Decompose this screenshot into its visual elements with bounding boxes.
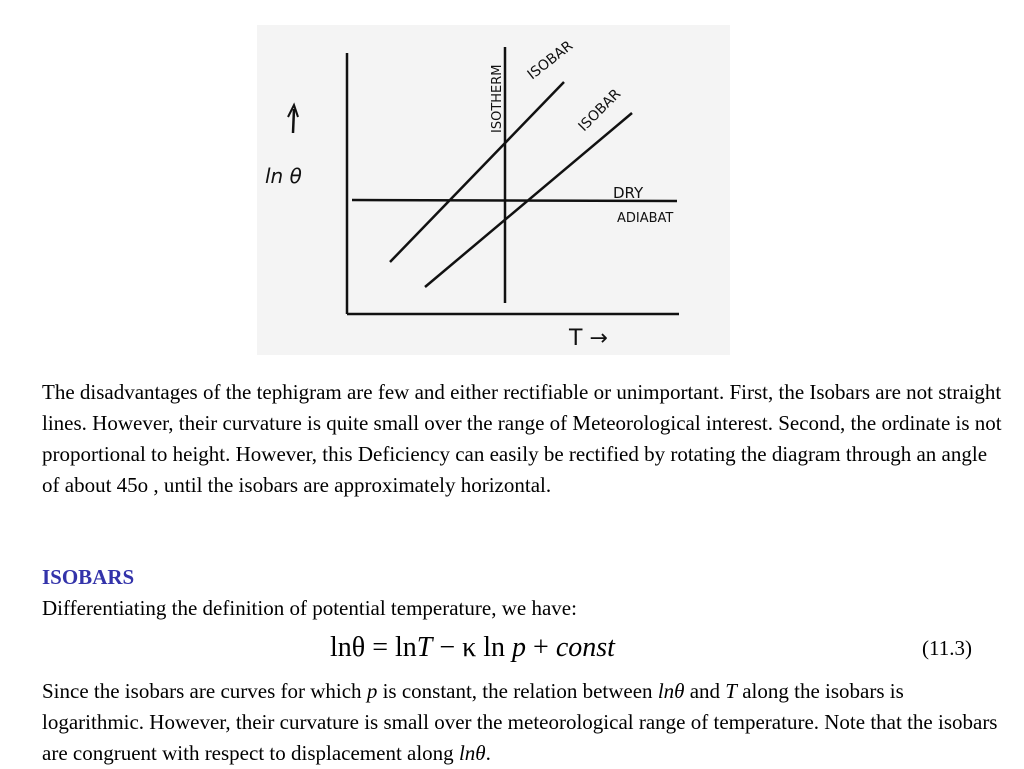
equation-11-3 [330, 630, 615, 666]
y-arrow-shaft [293, 109, 294, 133]
equation-const: const [555, 632, 615, 663]
p3-p: p [366, 679, 378, 703]
paragraph-isobars-curves [42, 676, 1002, 769]
p3-part3: and [684, 679, 726, 703]
isobar-upper-line [390, 82, 564, 262]
dry-adiabat-label-line2: ADIABAT [617, 211, 674, 226]
tephigram-svg [257, 25, 730, 355]
equation-number: (11.3) [922, 636, 972, 660]
x-axis-label: T → [569, 326, 608, 351]
isobar-upper-label: ISOBAR [524, 37, 577, 84]
section-heading-isobars: ISOBARS [42, 565, 135, 589]
tephigram-sketch [257, 25, 730, 355]
equation-p: p [512, 632, 527, 663]
p3-T: T [725, 679, 737, 703]
dry-adiabat-label-line1: DRY [613, 184, 644, 202]
y-axis-label: ln θ [265, 164, 302, 188]
p3-part1: Since the isobars are curves for which [42, 679, 367, 703]
p3-ln-theta: lnθ [657, 679, 685, 703]
p3-part2: is constant, the relation between [377, 679, 658, 703]
isotherm-label: ISOTHERM [490, 64, 505, 133]
isobar-lower-label: ISOBAR [575, 86, 625, 135]
p3-ln-theta-end: lnθ [458, 741, 486, 765]
p3-part4: along the isobars is logarithmic. However, their curvature is small over the meteorological range of temperature. Note that the isobars are congruent with respect to displacement along [42, 679, 998, 765]
paragraph-disadvantages: The disadvantages of the tephigram are few and either rectifiable or unimportant. First, the Isobars are not straight lines. However, their curvature is quite small over the range of Meteorological interest. Second, the ordinate is not proportional to height. However, this Deficiency can easily be rectified by rotating the diagram through an angle of about 45o , until the isobars are approximately horizontal. [42, 380, 1002, 497]
equation-T: T [416, 632, 433, 663]
equation-plus: + [526, 632, 556, 663]
equation-lhs: lnθ = ln [330, 632, 417, 663]
p3-part5: . [485, 741, 491, 765]
equation-mid: − κ ln [432, 632, 513, 663]
intro-line: Differentiating the definition of potential temperature, we have: [42, 596, 577, 620]
